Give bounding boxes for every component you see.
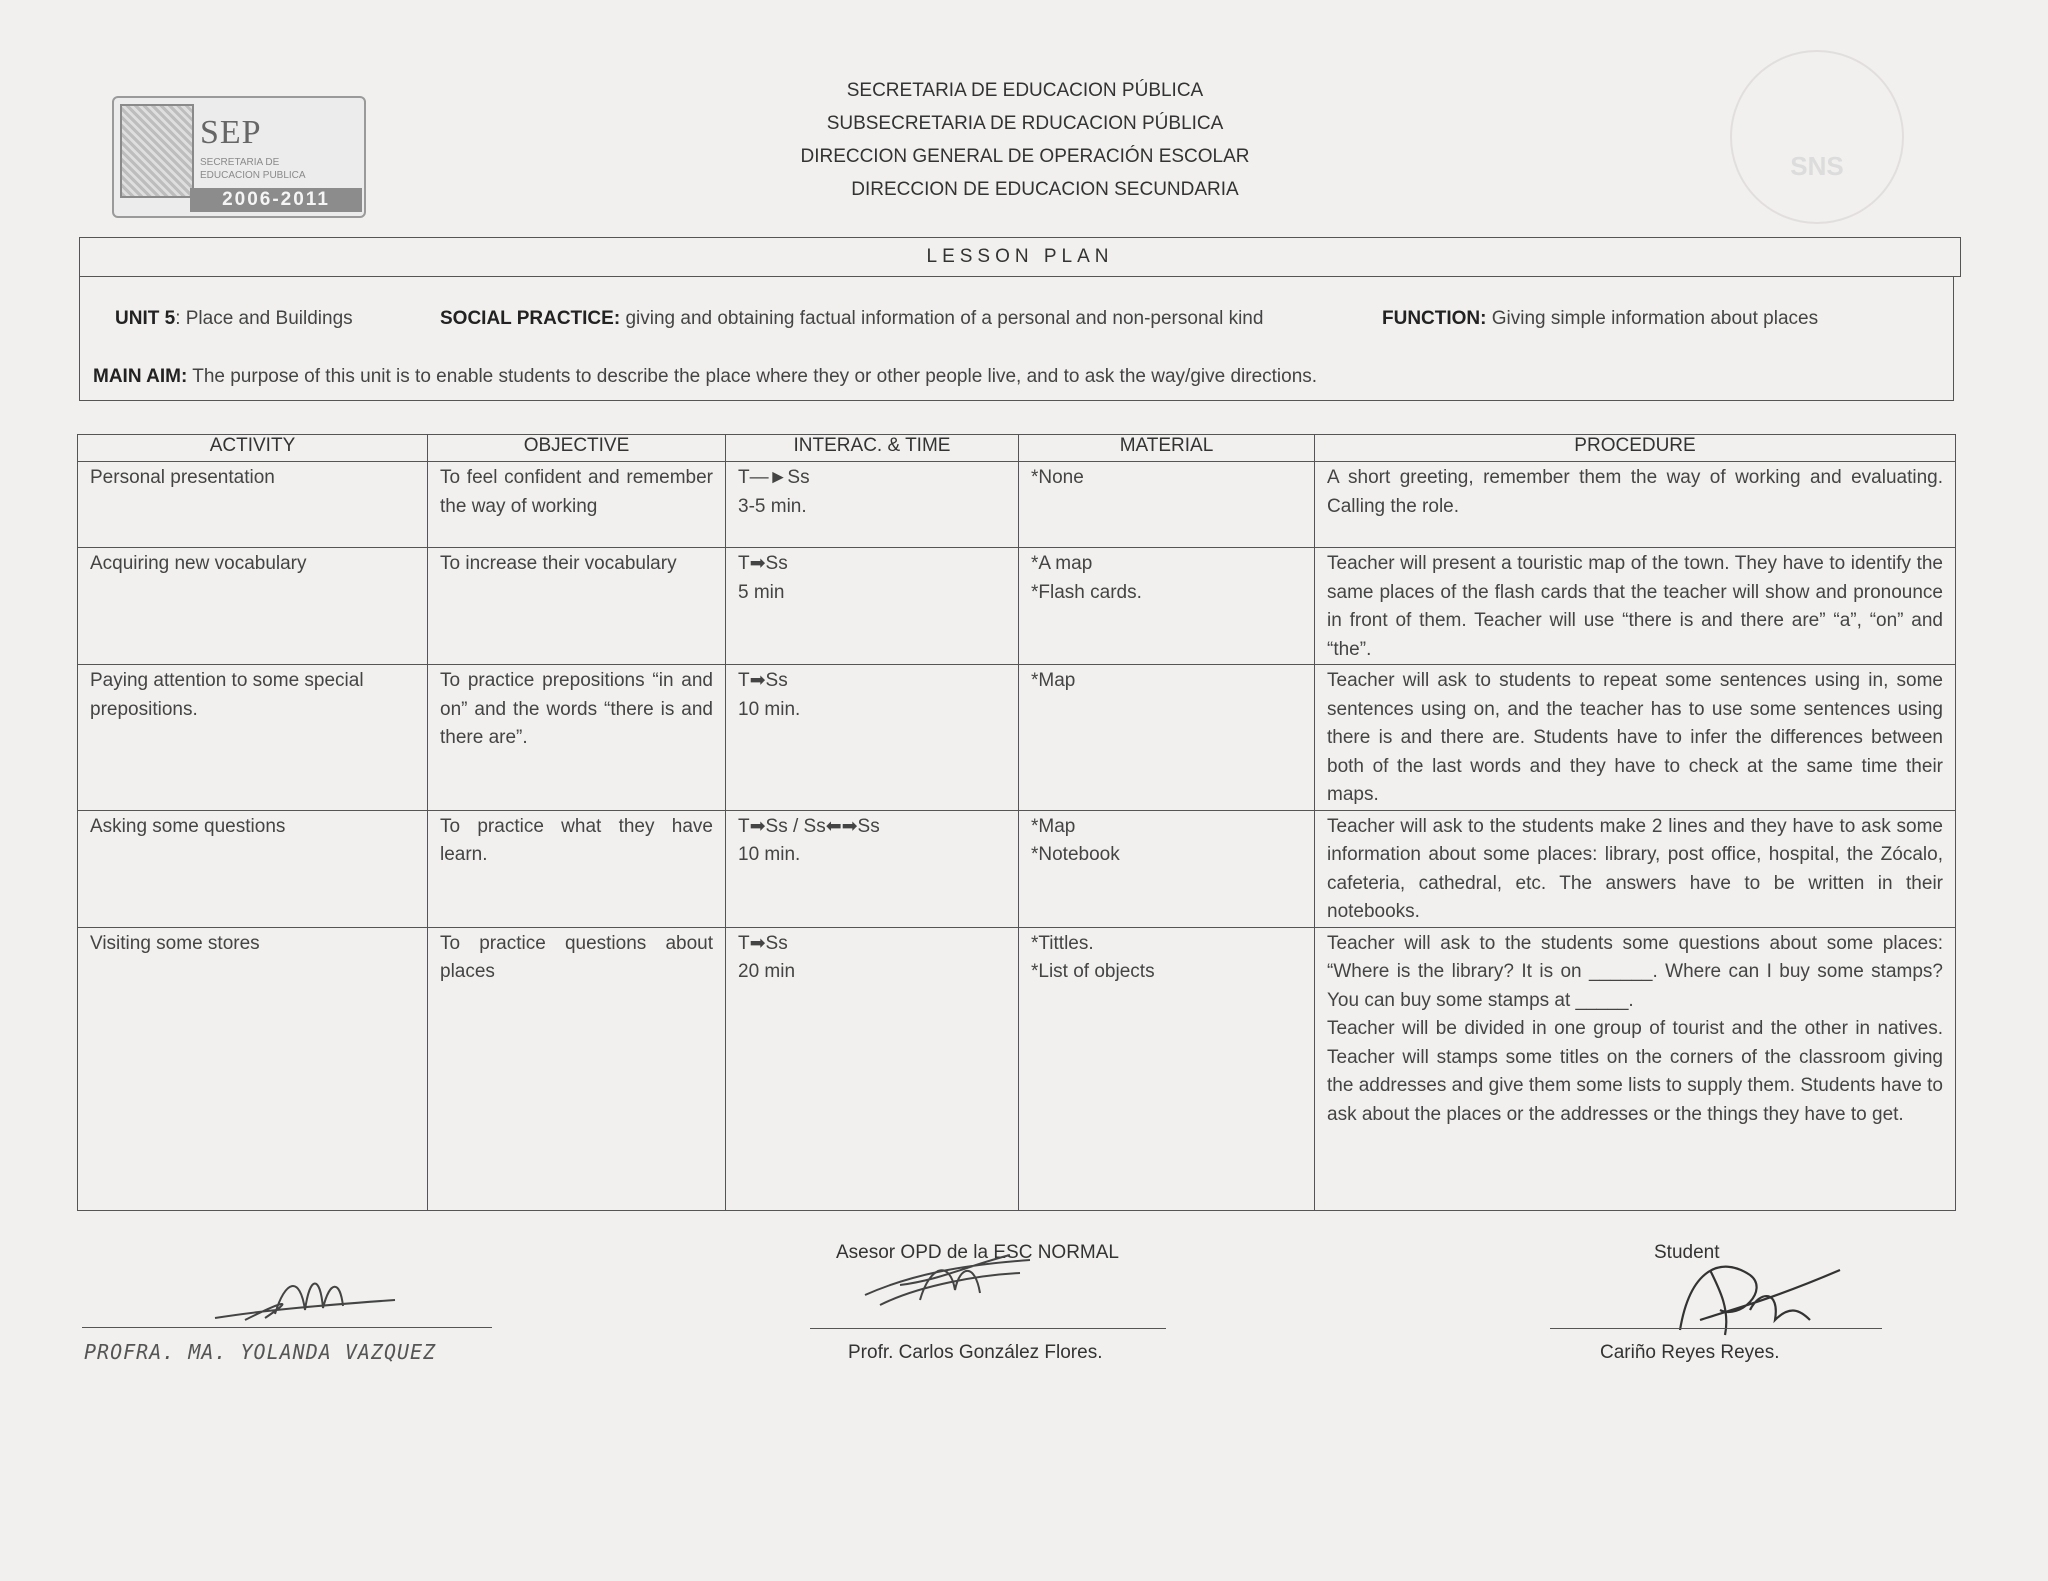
table-row (78, 462, 1956, 548)
interaction-cell: T➡Ss 5 min (726, 548, 1019, 665)
procedure-cell: Teacher will ask to students to repeat some sentences using in, some sentences using on, and the teacher has to use some sentences using there is and there are. Students have to infer the differences between both of the last words and they have to check at the same time their maps. (1315, 665, 1956, 811)
middle-signature-title: Asesor OPD de la ESC NORMAL (836, 1242, 1119, 1263)
procedure-cell: Teacher will ask to the students make 2 lines and they have to ask some information about some places: library, post office, hospital, the Zócalo, cafeteria, cathedral, etc. The answers have to be written in their notebooks. (1315, 810, 1956, 927)
middle-signature-line (810, 1328, 1166, 1329)
function-value: Giving simple information about places (1486, 308, 1819, 329)
objective-cell: To practice prepositions “in and on” and the words “there is and there are”. (428, 665, 726, 811)
document-header (700, 74, 1350, 206)
logo-name: SEP (200, 114, 262, 151)
material-cell: *A map *Flash cards. (1019, 548, 1315, 665)
table-row (78, 927, 1956, 1210)
middle-signature-name: Profr. Carlos González Flores. (848, 1342, 1103, 1363)
social-practice-info (440, 308, 1263, 330)
unit-label: UNIT 5 (115, 308, 176, 329)
objective-cell: To feel confident and remember the way of working (428, 462, 726, 548)
unit-info (115, 308, 353, 330)
objective-cell: To increase their vocabulary (428, 548, 726, 665)
header-interaction-time: INTERAC. & TIME (726, 435, 1019, 462)
lesson-info-box (79, 276, 1954, 401)
procedure-cell: Teacher will ask to the students some questions about some places: “Where is the library? It is on ______. Where can I buy some stamps? You can buy some stamps at _____. Teacher will be divided in one group of tourist and the other in natives. Teacher will stamps some titles on the corners of the classroom giving the addresses and give them some lists to supply them. Students have to ask about the places or the addresses or the things they have to get. (1315, 927, 1956, 1210)
function-info (1382, 308, 1818, 330)
activity-cell: Visiting some stores (78, 927, 428, 1210)
header-line-4: DIRECCION DE EDUCACION SECUNDARIA (851, 179, 1239, 200)
right-signature-name: Cariño Reyes Reyes. (1600, 1342, 1780, 1363)
social-practice-value: giving and obtaining factual information of a personal and non-personal kind (620, 308, 1264, 329)
faded-seal-stamp (1730, 50, 1904, 224)
header-line-2: SUBSECRETARIA DE RDUCACION PÚBLICA (826, 113, 1224, 134)
seal-text: SNS (1790, 151, 1844, 181)
header-objective: OBJECTIVE (428, 435, 726, 462)
procedure-cell: A short greeting, remember them the way of working and evaluating. Calling the role. (1315, 462, 1956, 548)
social-practice-label: SOCIAL PRACTICE: (440, 308, 621, 329)
material-cell: *Tittles. *List of objects (1019, 927, 1315, 1210)
sep-logo (112, 92, 367, 220)
header-procedure: PROCEDURE (1315, 435, 1956, 462)
lesson-plan-title: LESSON PLAN (79, 237, 1961, 277)
lesson-table (77, 434, 1956, 1211)
main-aim-label: MAIN AIM: (93, 366, 188, 387)
objective-cell: To practice questions about places (428, 927, 726, 1210)
main-aim-value: The purpose of this unit is to enable students to describe the place where they or other people live, and to ask the way/give directions. (187, 366, 1318, 387)
logo-years: 2006-2011 (190, 188, 362, 212)
material-cell: *Map (1019, 665, 1315, 811)
procedure-cell: Teacher will present a touristic map of the town. They have to identify the same places of the flash cards that the teacher will show and pronounce in front of them. Teacher will use “there is and there are” “a”, “on” and “the”. (1315, 548, 1956, 665)
header-material: MATERIAL (1019, 435, 1315, 462)
right-signature-scribble (1650, 1250, 1850, 1340)
logo-subtitle-line1: SECRETARIA DE (200, 157, 280, 168)
table-header-row (78, 435, 1956, 462)
interaction-cell: T➡Ss / Ss⬅➡Ss 10 min. (726, 810, 1019, 927)
logo-subtitle-line2: EDUCACION PUBLICA (200, 170, 306, 181)
coat-of-arms-icon (120, 104, 194, 198)
main-aim-info (93, 366, 1317, 388)
interaction-cell: T➡Ss 10 min. (726, 665, 1019, 811)
activity-cell: Acquiring new vocabulary (78, 548, 428, 665)
activity-cell: Personal presentation (78, 462, 428, 548)
objective-cell: To practice what they have learn. (428, 810, 726, 927)
header-activity: ACTIVITY (78, 435, 428, 462)
middle-signature-scribble (860, 1245, 1040, 1315)
function-label: FUNCTION: (1382, 308, 1487, 329)
header-line-1: SECRETARIA DE EDUCACION PÚBLICA (846, 80, 1204, 101)
left-signature-line (82, 1327, 492, 1328)
table-row (78, 810, 1956, 927)
table-row (78, 665, 1956, 811)
interaction-cell: T—►Ss 3-5 min. (726, 462, 1019, 548)
left-signature-scribble (205, 1270, 405, 1330)
right-signature-line (1550, 1328, 1882, 1329)
right-signature-title: Student (1654, 1242, 1720, 1263)
activity-cell: Paying attention to some special prepositions. (78, 665, 428, 811)
material-cell: *None (1019, 462, 1315, 548)
logo-subtitle (200, 156, 306, 182)
interaction-cell: T➡Ss 20 min (726, 927, 1019, 1210)
activity-cell: Asking some questions (78, 810, 428, 927)
header-line-3: DIRECCION GENERAL DE OPERACIÓN ESCOLAR (800, 146, 1250, 167)
table-row (78, 548, 1956, 665)
material-cell: *Map *Notebook (1019, 810, 1315, 927)
unit-value: : Place and Buildings (175, 308, 353, 329)
left-signature-name: PROFRA. MA. YOLANDA VAZQUEZ (84, 1340, 437, 1364)
